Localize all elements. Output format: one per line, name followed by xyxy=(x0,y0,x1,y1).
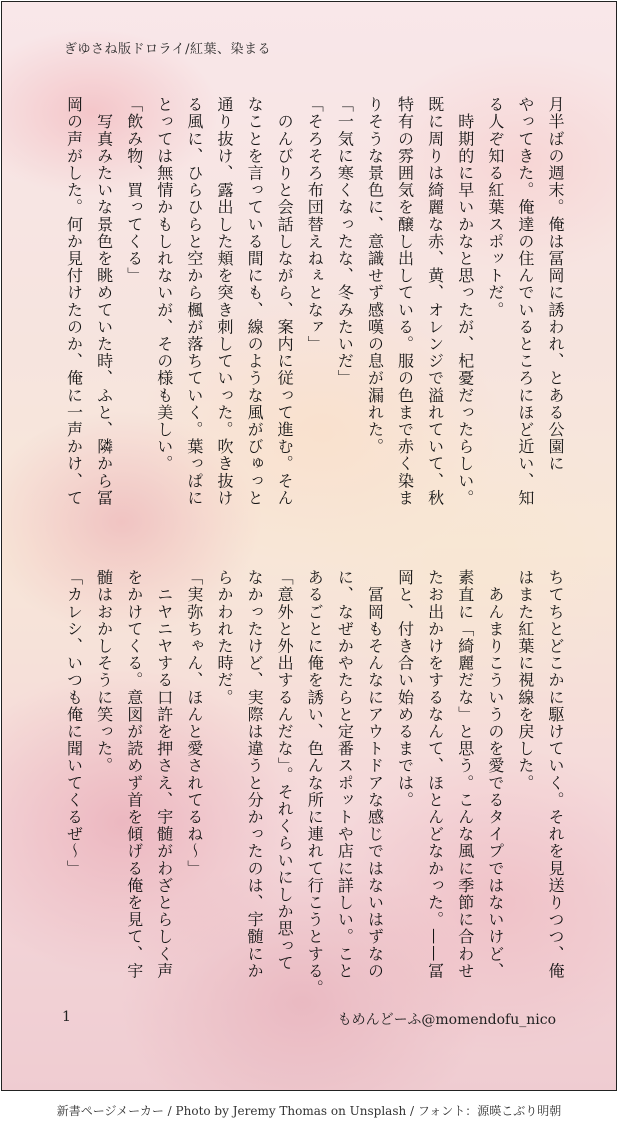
page-title: ぎゆさね版ドロライ/紅葉、染まる xyxy=(64,42,271,57)
text-block-lower: ちてちとどこかに駆けていく。それを見送りつつ、俺 はまた紅葉に視線を戻した。 あんまりこういうのを愛でるタイプではないけど、 素直に「綺麗だな」と思う。こんな風に季節に合わせ たお出かけをするなんて、ほとんどなかった。——冨 岡と、付き合い始めるまでは。 冨岡もそんなにアウトドアな感じではないはずなの に、なぜかやたらと定番スポットや店に詳しい。こと あるごとに俺を誘い、色んな所に連れて行こうとする。 「意外と外出するんだな」。それくらいにしか思って なかったけど、実際は違うと分かったのは、宇髄にか らかわれた時だ。 「実弥ちゃん、ほんと愛されてるね～」 ニヤニヤする口許を押さえ、宇髄がわざとらしく声 をかけてくる。意図が読めず首を傾げる俺を見て、宇 髄はおかしそうに笑った。 「カレシ、いつも俺に聞いてくるぜ～」 xyxy=(64,569,565,997)
author-handle: もめんどーふ@momendofu_nico xyxy=(337,1012,556,1028)
credit-line: 新書ページメーカー / Photo by Jeremy Thomas on Unsplash / フォント：源暎こぶり明朝 xyxy=(56,1104,562,1118)
novel-page xyxy=(1,1,617,1091)
page-number: 1 xyxy=(62,1009,71,1025)
text-block-upper: 月半ばの週末。俺は冨岡に誘われ、とある公園に やってきた。俺達の住んでいるところにほど近い、知 る人ぞ知る紅葉スポットだ。 時期的に早いかなと思ったが、杞憂だったらしい。 既に周りは綺麗な赤、黄、オレンジで溢れていて、秋 特有の雰囲気を醸し出している。服の色まで赤く染ま りそうな景色に、意識せず感嘆の息が漏れた。 「一気に寒くなったな、冬みたいだ」 「そろそろ布団替えねぇとなァ」 のんびりと会話しながら、案内に従って進む。そん なことを言っている間にも、線のような風がびゅっと 通り抜け、露出した頬を突き刺していった。吹き抜け る風に、ひらひらと空から楓が落ちていく。葉っぱに とっては無情かもしれないが、その様も美しい。 「飲み物、買ってくる」 写真みたいな景色を眺めていた時、ふと、隣から冨 岡の声がした。何か見付けたのか、俺に一声かけ、て xyxy=(64,96,565,507)
